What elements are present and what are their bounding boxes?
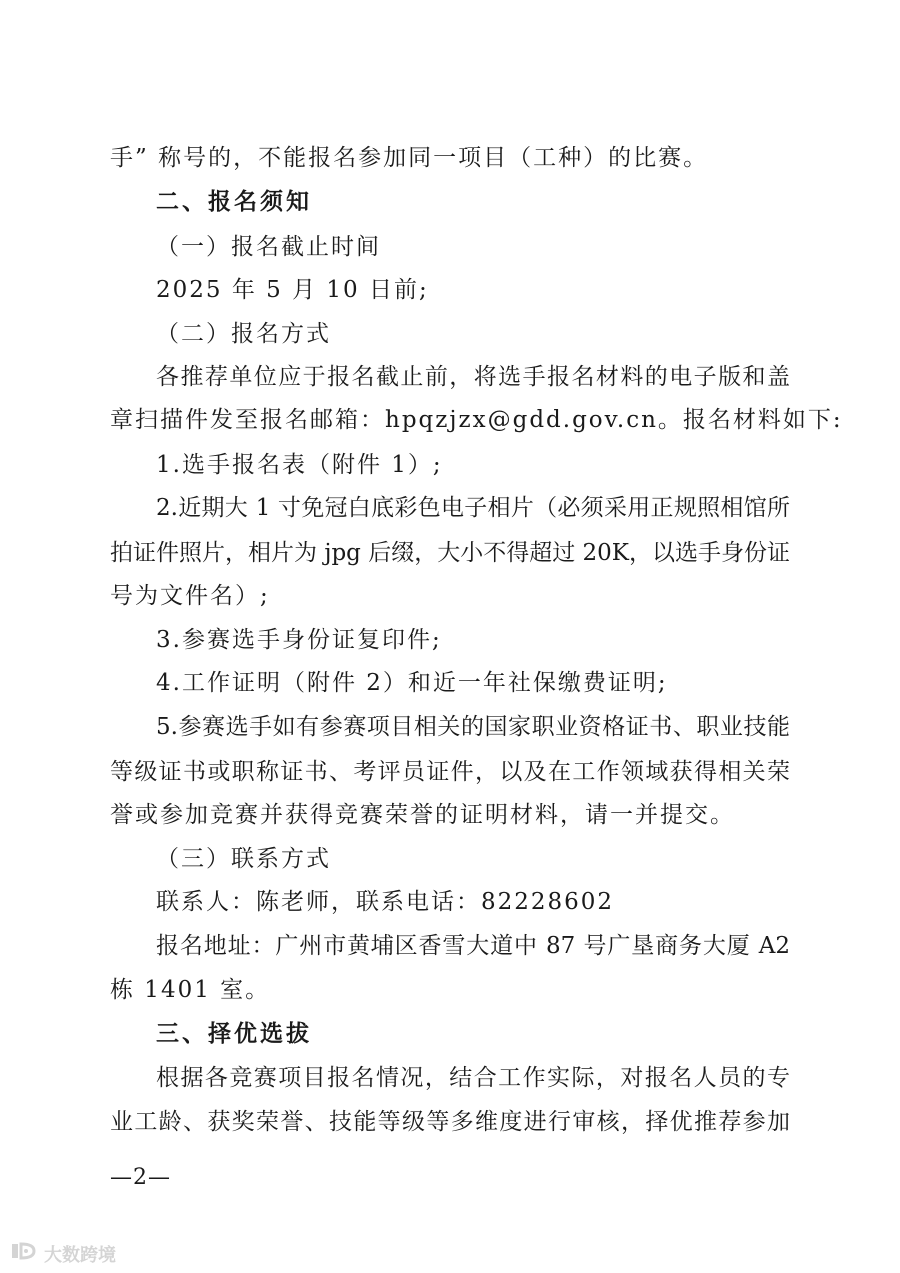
list-item: 2.近期大 1 寸免冠白底彩色电子相片（必须采用正规照相馆所	[156, 495, 790, 521]
page-number: —2—	[110, 1165, 171, 1190]
body-line: 等级证书或职称证书、考评员证件，以及在工作领域获得相关荣	[110, 759, 790, 785]
list-item: 1.选手报名表（附件 1）;	[156, 452, 443, 478]
body-line: 手” 称号的，不能报名参加同一项目（工种）的比赛。	[110, 145, 709, 171]
section-heading: 三、择优选拔	[156, 1021, 312, 1047]
watermark	[8, 1240, 116, 1267]
body-line: 号为文件名）;	[110, 583, 270, 609]
body-line: 业工龄、获奖荣誉、技能等级等多维度进行审核，择优推荐参加	[110, 1109, 790, 1135]
body-line: 根据各竞赛项目报名情况，结合工作实际，对报名人员的专	[156, 1065, 790, 1091]
subsection-heading: （三）联系方式	[156, 846, 331, 872]
body-line: 联系人：陈老师，联系电话：82228602	[156, 889, 615, 915]
watermark-text: 大数跨境	[44, 1244, 116, 1266]
body-line: 2025 年 5 月 10 日前;	[156, 277, 429, 303]
list-item: 3.参赛选手身份证复印件;	[156, 627, 442, 653]
body-line: 拍证件照片，相片为 jpg 后缀，大小不得超过 20K，以选手身份证	[110, 540, 790, 566]
brand-logo-icon	[8, 1240, 38, 1267]
body-line: 报名地址：广州市黄埔区香雪大道中 87 号广垦商务大厦 A2	[156, 933, 790, 959]
body-line: 誉或参加竞赛并获得竞赛荣誉的证明材料，请一并提交。	[110, 802, 735, 828]
subsection-heading: （二）报名方式	[156, 321, 331, 347]
section-heading: 二、报名须知	[156, 189, 312, 215]
body-line: 栋 1401 室。	[110, 977, 271, 1003]
body-line: 各推荐单位应于报名截止前，将选手报名材料的电子版和盖	[156, 364, 790, 390]
body-line: 章扫描件发至报名邮箱：hpqzjzx@gdd.gov.cn。报名材料如下:	[110, 407, 843, 433]
list-item: 5.参赛选手如有参赛项目相关的国家职业资格证书、职业技能	[156, 714, 790, 740]
subsection-heading: （一）报名截止时间	[156, 234, 381, 260]
list-item: 4.工作证明（附件 2）和近一年社保缴费证明;	[156, 670, 668, 696]
